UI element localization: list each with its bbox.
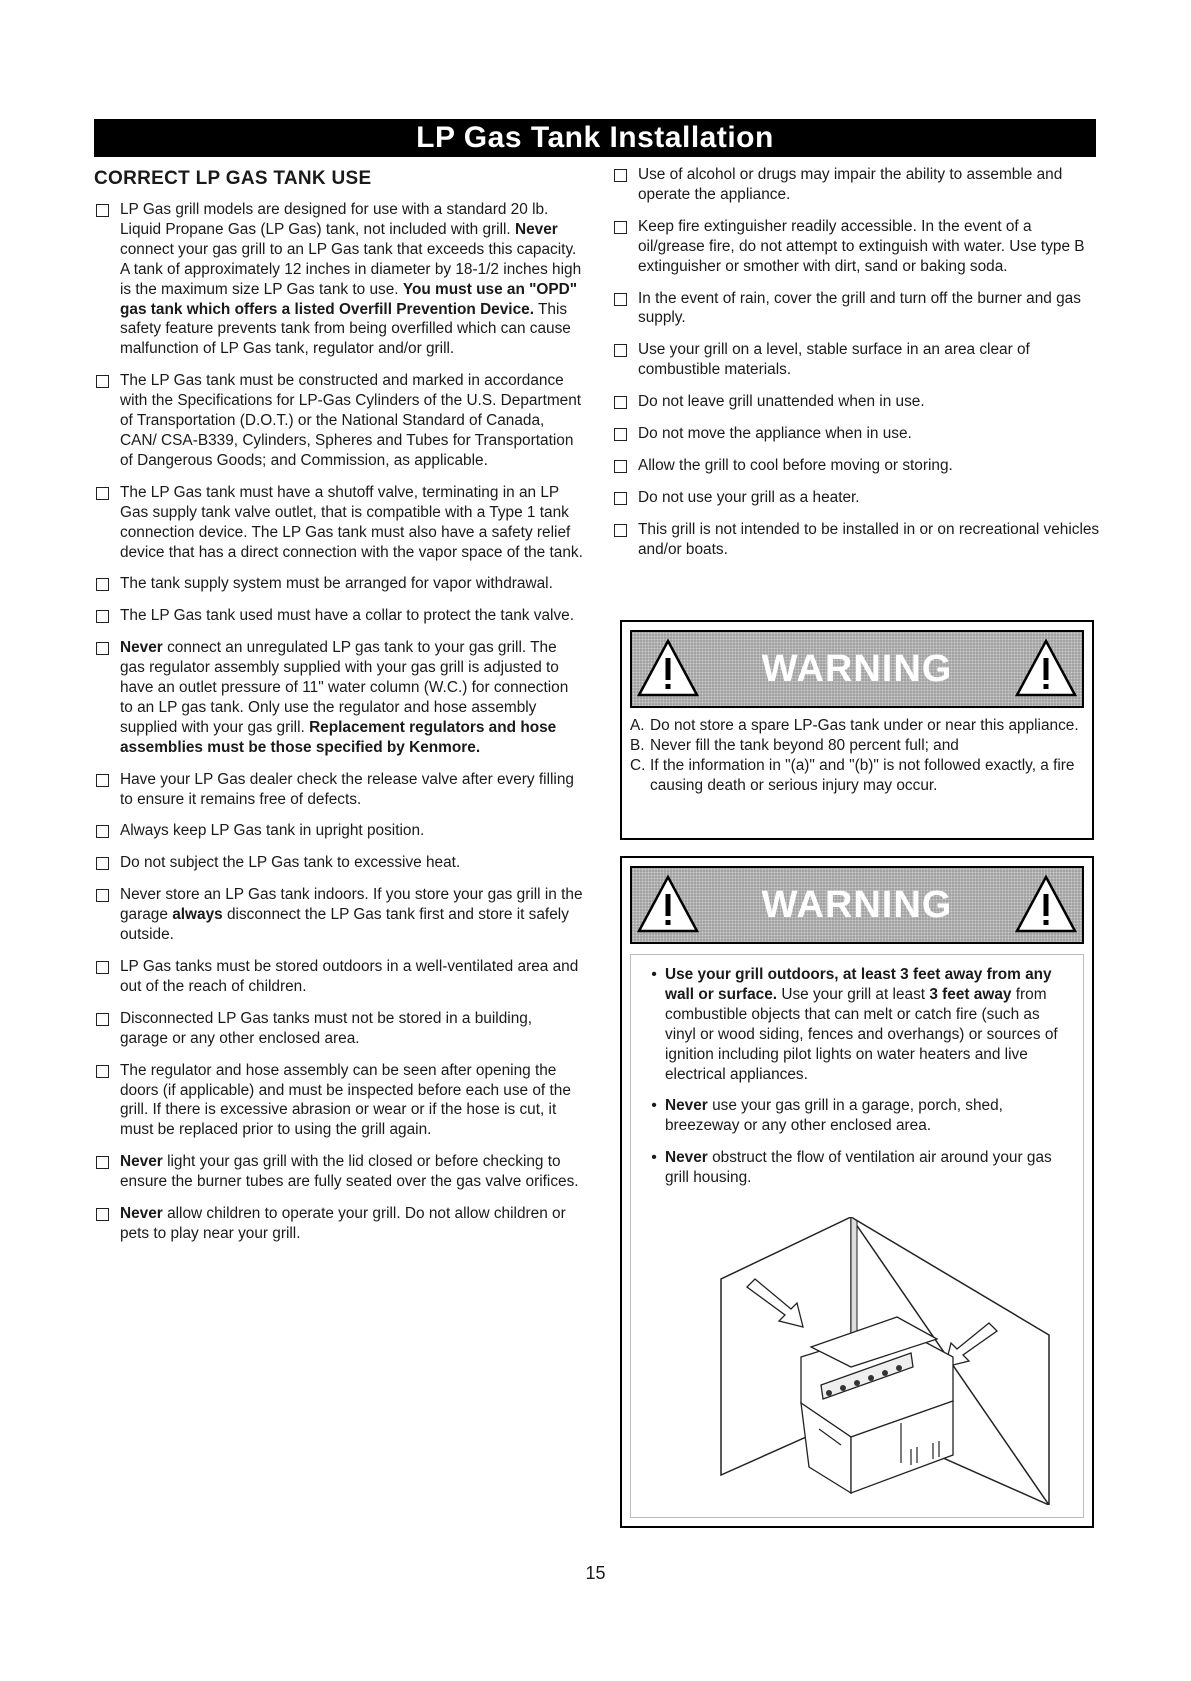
warning-label: WARNING	[761, 647, 953, 690]
warning-list-item	[630, 756, 1084, 796]
banner-title: LP Gas Tank Installation	[416, 121, 774, 154]
text-run: connect an unregulated LP gas tank to your gas grill. The gas regulator assembly supplied with your gas grill is adjusted to have an outlet pressure of 11" water column (W.C.) for connection to an LP gas tank. Only use the regulator and hose assembly supplied with your gas grill.	[120, 639, 569, 736]
warning-item-text: If the information in "(a)" and "(b)" is not followed exactly, a fire causing death or serious injury may occur.	[650, 756, 1075, 794]
bullet-icon: •	[651, 1097, 657, 1115]
warning-item-text: Do not store a spare LP-Gas tank under or near this appliance.	[650, 717, 1079, 734]
left-checklist	[94, 200, 584, 1244]
item-text	[120, 638, 584, 757]
checkbox-icon	[614, 492, 627, 505]
text-run: Use your grill outdoors, at least 3 feet away from any wall or surface.	[665, 966, 1052, 1003]
item-text: Use of alcohol or drugs may impair the ability to assemble and operate the appliance.	[638, 166, 1063, 203]
checkbox-icon	[614, 293, 627, 306]
grill-clearance-illustration	[701, 1217, 1061, 1505]
item-text: In the event of rain, cover the grill and turn off the burner and gas supply.	[638, 289, 1081, 327]
item-text: Keep fire extinguisher readily accessible. In the event of a oil/grease fire, do not attempt to extinguish with water. Use type B extinguisher or smother with dirt, sand or baking soda.	[638, 217, 1085, 275]
warning-list-item	[630, 736, 1084, 756]
bullet-icon: •	[651, 1149, 657, 1167]
list-item	[94, 1061, 584, 1141]
warning-label: WARNING	[761, 883, 953, 926]
item-text	[120, 606, 584, 626]
item-text	[120, 1009, 584, 1049]
checkbox-icon	[96, 487, 109, 500]
item-text: Allow the grill to cool before moving or storing.	[638, 456, 953, 474]
text-run: LP Gas tanks must be stored outdoors in a well-ventilated area and out of the reach of children.	[120, 958, 579, 995]
text-run: allow children to operate your grill. Do not allow children or pets to play near your grill.	[120, 1205, 566, 1242]
checkbox-icon	[96, 578, 109, 591]
text-run: Have your LP Gas dealer check the release valve after every filling to ensure it remains free of defects.	[120, 770, 574, 808]
text-run: Always keep LP Gas tank in upright position.	[120, 822, 425, 840]
warning-item-key: C.	[630, 756, 646, 774]
warning-bullet-text	[665, 965, 1067, 1084]
text-run: 3 feet away	[929, 985, 1012, 1003]
text-run: use your gas grill in a garage, porch, shed, breezeway or any other enclosed area.	[665, 1097, 1003, 1135]
checkbox-icon	[96, 857, 109, 870]
checkbox-icon	[96, 961, 109, 974]
item-text: Use your grill on a level, stable surface in an area clear of combustible materials.	[638, 341, 1030, 379]
checkbox-icon	[96, 204, 109, 217]
warning-item-key: A.	[630, 717, 645, 734]
text-run: Do not subject the LP Gas tank to excessive heat.	[120, 854, 461, 872]
text-run: always	[172, 906, 223, 924]
warning-bullet-text	[665, 1096, 1067, 1136]
list-item	[94, 606, 584, 626]
list-item	[94, 483, 584, 563]
checkbox-icon	[96, 774, 109, 787]
checkbox-icon	[614, 221, 627, 234]
list-item	[94, 821, 584, 841]
item-text	[120, 574, 584, 594]
checkbox-icon	[96, 1156, 109, 1169]
list-item	[94, 1152, 584, 1192]
right-checklist	[612, 165, 1100, 560]
text-run: Never	[665, 1097, 708, 1115]
list-item	[612, 488, 1100, 508]
item-text: Do not move the appliance when in use.	[638, 425, 912, 443]
warning-box-tank-storage	[620, 620, 1094, 840]
section-heading: CORRECT LP GAS TANK USE	[94, 168, 372, 189]
list-item	[94, 1204, 584, 1244]
text-run: from combustible objects that can melt or catch fire (such as vinyl or wood siding, fences and overhangs) or sources of ignition including pilot lights on water heaters and live electrical appliances.	[665, 985, 1058, 1083]
list-item	[94, 853, 584, 873]
item-text	[120, 885, 584, 945]
item-text	[120, 200, 584, 359]
text-run: Use your grill at least	[777, 985, 930, 1003]
text-run: LP Gas grill models are designed for use with a standard 20 lb. Liquid Propane Gas (LP Gas) tank, not included with grill.	[120, 201, 549, 238]
checkbox-icon	[614, 396, 627, 409]
list-item	[612, 392, 1100, 412]
page-number: 15	[585, 1563, 606, 1583]
bullet-icon: •	[651, 966, 657, 983]
warning-list	[622, 708, 1092, 796]
text-run: Never	[514, 220, 558, 238]
checkbox-icon	[96, 1065, 109, 1078]
item-text	[120, 1061, 584, 1141]
warning-bullet	[643, 1096, 1067, 1136]
list-item	[94, 1009, 584, 1049]
item-text	[120, 957, 584, 997]
checkbox-icon	[614, 524, 627, 537]
list-item	[612, 456, 1100, 476]
item-text: Do not use your grill as a heater.	[638, 488, 860, 506]
item-text	[120, 483, 584, 563]
list-item	[94, 574, 584, 594]
list-item	[612, 165, 1100, 205]
item-text	[120, 1152, 584, 1192]
list-item	[612, 520, 1100, 560]
warning-triangle-icon	[1014, 638, 1078, 698]
text-run: You must use an "OPD" gas tank which offers a listed Overfill Prevention Device.	[120, 280, 578, 318]
list-item	[612, 340, 1100, 380]
list-item	[94, 200, 584, 359]
text-run: light your gas grill with the lid closed or before checking to ensure the burner tubes are fully seated over the gas valve orifices.	[120, 1153, 579, 1191]
item-text	[120, 853, 584, 873]
list-item	[612, 217, 1100, 277]
checkbox-icon	[614, 428, 627, 441]
warning-triangle-icon	[636, 638, 700, 698]
text-run: connect your gas grill to an LP Gas tank that exceeds this capacity. A tank of approximately 12 inches in diameter by 18-1/2 inches high is the maximum size LP Gas tank to use.	[120, 240, 582, 298]
checkbox-icon	[96, 889, 109, 902]
warning-item-key: B.	[630, 736, 645, 754]
text-run: Never	[120, 639, 163, 657]
item-text	[120, 821, 584, 841]
text-run: Never store an LP Gas tank indoors. If you store your gas grill in the garage	[120, 886, 583, 924]
warning-box-clearance	[620, 856, 1094, 1528]
text-run: disconnect the LP Gas tank first and store it safely outside.	[120, 906, 569, 944]
text-run: This safety feature prevents tank from being overfilled which can cause malfunction of LP Gas tank, regulator and/or grill.	[120, 300, 571, 358]
checkbox-icon	[96, 642, 109, 655]
checkbox-icon	[96, 610, 109, 623]
checkbox-icon	[614, 169, 627, 182]
warning-list-item	[630, 716, 1084, 736]
list-item	[94, 371, 584, 471]
item-text: Do not leave grill unattended when in use.	[638, 393, 925, 411]
warning-triangle-icon	[1014, 874, 1078, 934]
text-run: Replacement regulators and hose assemblies must be those specified by Kenmore.	[120, 718, 557, 756]
text-run: Never	[665, 1149, 708, 1167]
right-column	[612, 165, 1100, 572]
warning-header	[630, 866, 1084, 944]
warning-triangle-icon	[636, 874, 700, 934]
checkbox-icon	[614, 460, 627, 473]
text-run: The LP Gas tank must have a shutoff valve, terminating in an LP Gas supply tank valve outlet, that is compatible with a Type 1 tank connection device. The LP Gas tank must also have a safety relief device that has a direct connection with the vapor space of the tank.	[120, 483, 583, 561]
warning-bullet	[643, 965, 1067, 1084]
list-item	[612, 289, 1100, 329]
text-run: The regulator and hose assembly can be seen after opening the doors (if applicable) and must be inspected before each use of the grill. If there is excessive abrasion or wear or if the hose is cut, it must be replaced prior to using the grill again.	[120, 1061, 571, 1139]
text-run: The tank supply system must be arranged for vapor withdrawal.	[120, 575, 553, 593]
text-run: Never	[120, 1153, 163, 1171]
warning-header	[630, 630, 1084, 708]
list-item	[612, 424, 1100, 444]
item-text	[120, 1204, 584, 1244]
text-run: The LP Gas tank used must have a collar to protect the tank valve.	[120, 607, 574, 625]
item-text: This grill is not intended to be installed in or on recreational vehicles and/or boats.	[638, 520, 1100, 558]
warning-bullet	[643, 1148, 1067, 1188]
checkbox-icon	[614, 344, 627, 357]
warning-item-text: Never fill the tank beyond 80 percent full; and	[650, 736, 959, 754]
list-item	[94, 638, 584, 757]
checkbox-icon	[96, 375, 109, 388]
checkbox-icon	[96, 1208, 109, 1221]
checkbox-icon	[96, 825, 109, 838]
text-run: obstruct the flow of ventilation air around your gas grill housing.	[665, 1149, 1052, 1187]
text-run: Never	[120, 1205, 163, 1223]
item-text	[120, 770, 584, 810]
warning-bullets	[643, 965, 1067, 1200]
list-item	[94, 957, 584, 997]
list-item	[94, 885, 584, 945]
item-text	[120, 371, 584, 471]
section-banner	[94, 119, 1096, 157]
warning-body	[630, 954, 1084, 1518]
text-run: The LP Gas tank must be constructed and marked in accordance with the Specifications for LP-Gas Cylinders of the U.S. Department of Transportation (D.O.T.) or the National Standard of Canada, CAN/ CSA-B339, Cylinders, Spheres and Tubes for Transportation of Dangerous Goods; and Commission, as applicable.	[120, 372, 582, 469]
list-item	[94, 770, 584, 810]
left-column	[94, 165, 584, 1256]
warning-bullet-text	[665, 1148, 1067, 1188]
checkbox-icon	[96, 1013, 109, 1026]
text-run: Disconnected LP Gas tanks must not be stored in a building, garage or any other enclosed area.	[120, 1009, 533, 1047]
